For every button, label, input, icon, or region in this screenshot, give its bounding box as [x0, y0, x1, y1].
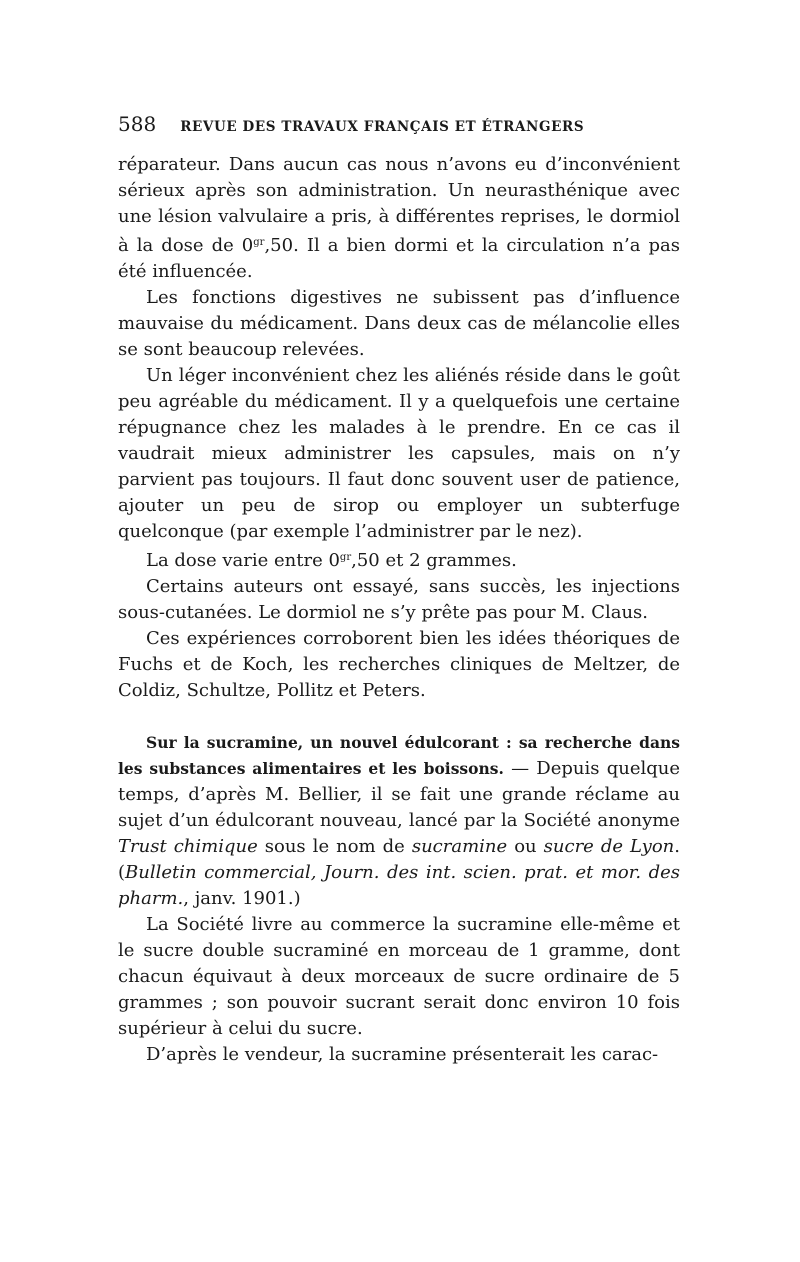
paragraph — [118, 152, 680, 285]
text-run: ou — [507, 836, 544, 857]
running-head — [118, 112, 680, 144]
section-gap — [118, 704, 680, 730]
paragraph: Certains auteurs ont essayé, sans succès, les injections sous-cutanées. Le dormiol ne s’y prête pas pour M. Claus. — [118, 576, 680, 623]
text-run: ,50. Il a bien dormi et la circulation n’a pas été influencée. — [118, 235, 680, 282]
paragraph — [118, 545, 680, 574]
paragraph: La Société livre au commerce la sucramine elle-même et le sucre double sucraminé en morceau de 1 gramme, dont chacun équivaut à deux morceaux de sucre ordinaire de 5 grammes ; son pouvoir sucrant serait donc environ 10 fois supérieur à celui du sucre. — [118, 914, 680, 1039]
running-title: REVUE DES TRAVAUX FRANÇAIS ET ÉTRANGERS — [180, 119, 585, 135]
paragraph: Un léger inconvénient chez les aliénés réside dans le goût peu agréable du médicament. Il y a quelquefois une certaine répugnance chez les malades à le prendre. En ce cas il vaudrait mieux administrer les capsules, mais on n’y parvient pas toujours. Il faut donc souvent user de patience, ajouter un peu de sirop ou employer un subterfuge quelconque (par exemple l’administrer par le nez). — [118, 365, 680, 542]
text-run: La dose varie entre 0 — [146, 550, 340, 571]
italic-text: Trust chimique — [118, 836, 258, 857]
gram-abbreviation: gr — [253, 237, 265, 248]
text-run: — Depuis quelque temps, d’après M. Bellier, il se fait une grande réclame au sujet d’un édulcorant nouveau, lancé par la Société anonyme — [118, 758, 680, 831]
gram-abbreviation: gr — [339, 552, 352, 563]
paragraph: Ces expériences corroborent bien les idées théoriques de Fuchs et de Koch, les recherches cliniques de Meltzer, de Coldiz, Schultze, Pollitz et Peters. — [118, 628, 680, 701]
article-intro-paragraph — [118, 730, 680, 912]
text-run: réparateur. Dans aucun cas nous n’avons eu d’inconvénient sérieux après son administration. Un neurasthénique avec une lésion valvulaire a pris, à différentes reprises, le dormiol à la dose de 0 — [118, 154, 680, 256]
book-page — [118, 112, 680, 1068]
italic-text: sucramine — [411, 836, 508, 857]
italic-text: sucre de Lyon — [543, 836, 675, 857]
paragraph: Les fonctions digestives ne subissent pas d’influence mauvaise du médicament. Dans deux cas de mélancolie elles se sont beaucoup relevées. — [118, 287, 680, 360]
article-title: Sur la sucramine, un nouvel édulcorant : sa recherche dans les substances alimentaires et les boissons. — [118, 733, 680, 778]
text-run: . ( — [118, 836, 681, 883]
text-run: sous le nom de — [257, 836, 412, 857]
paragraph: D’après le vendeur, la sucramine présenterait les carac- — [146, 1044, 659, 1065]
page-number: 588 — [118, 112, 157, 136]
text-run: , janv. 1901.) — [183, 888, 301, 909]
source-citation: Bulletin commercial, Journ. des int. scien. prat. et mor. des pharm. — [118, 862, 680, 909]
body-text — [118, 152, 680, 1068]
text-run: ,50 et 2 grammes. — [351, 550, 517, 571]
